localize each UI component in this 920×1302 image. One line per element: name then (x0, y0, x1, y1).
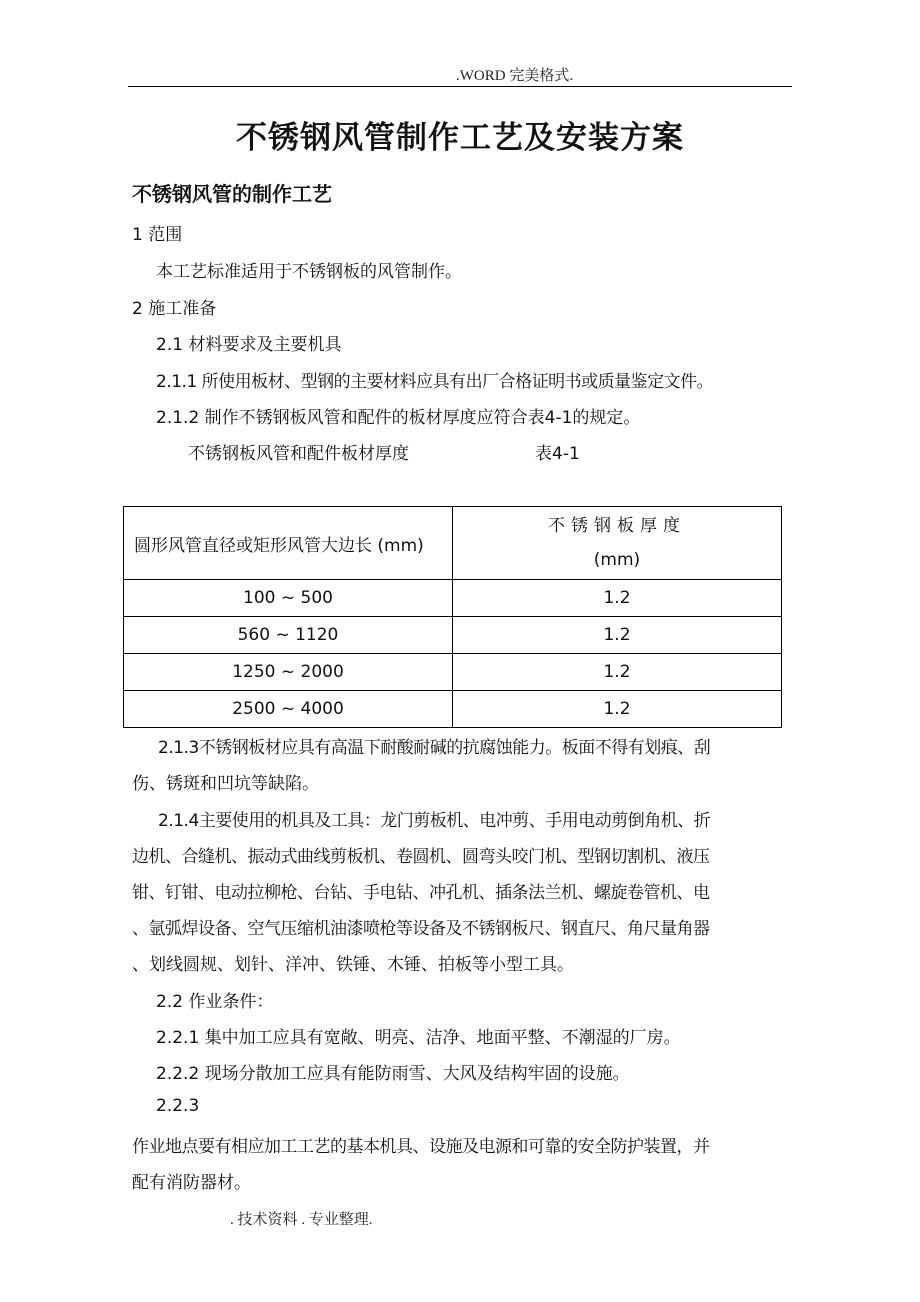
table-cell-thickness: 1.2 (453, 654, 782, 691)
table-header-thickness (453, 507, 782, 580)
paragraph-2-2-3-line-2: 配有消防器材。 (132, 1173, 251, 1193)
table-header-diameter: 圆形风管直径或矩形风管大边长 (mm) (124, 507, 453, 580)
paragraph-2-1-4-line-3: 钳、钉钳、电动拉柳枪、台钻、手电钻、冲孔机、插条法兰机、螺旋卷管机、电 (132, 883, 710, 903)
table-row (124, 691, 782, 728)
section-2-2-heading: 2.2 作业条件： (156, 992, 274, 1012)
section-2-2-2: 2.2.2 现场分散加工应具有能防雨雪、大风及结构牢固的设施。 (156, 1064, 630, 1084)
table-header-thickness-label: 不锈钢板厚度 (548, 516, 686, 536)
paragraph-2-1-3-line-2: 伤、锈斑和凹坑等缺陷。 (132, 774, 319, 794)
table-cell-range: 560 ~ 1120 (124, 617, 453, 654)
paragraph-2-1-3-line-1: 2.1.3不锈钢板材应具有高温下耐酸耐碱的抗腐蚀能力。板面不得有划痕、刮 (158, 738, 711, 758)
paragraph-2-1-4-line-1: 2.1.4主要使用的机具及工具：龙门剪板机、电冲剪、手用电动剪倒角机、折 (158, 811, 711, 831)
section-2-2-3: 2.2.3 (156, 1096, 200, 1116)
section-1-heading: 1 范围 (132, 225, 183, 245)
paragraph-2-1-4-line-2: 边机、合缝机、振动式曲线剪板机、卷圆机、圆弯头咬门机、型钢切割机、液压 (132, 847, 710, 867)
section-2-1-heading: 2.1 材料要求及主要机具 (156, 335, 342, 355)
table-caption: 不锈钢板风管和配件板材厚度 (188, 444, 409, 464)
section-2-2-1: 2.2.1 集中加工应具有宽敞、明亮、洁净、地面平整、不潮湿的厂房。 (156, 1028, 681, 1048)
table-cell-range: 1250 ~ 2000 (124, 654, 453, 691)
thickness-table (123, 506, 782, 728)
table-header-thickness-unit: (mm) (593, 550, 641, 570)
table-cell-thickness: 1.2 (453, 617, 782, 654)
paragraph-2-1-4-line-5: 、划线圆规、划针、洋冲、铁锤、木锤、拍板等小型工具。 (132, 955, 574, 975)
table-number: 表4-1 (535, 444, 580, 464)
section-subtitle: 不锈钢风管的制作工艺 (132, 182, 332, 206)
table-row (124, 580, 782, 617)
table-cell-range: 100 ~ 500 (124, 580, 453, 617)
page-header: .WORD 完美格式. (456, 68, 574, 84)
table-row (124, 617, 782, 654)
section-2-1-2: 2.1.2 制作不锈钢板风管和配件的板材厚度应符合表4-1的规定。 (156, 408, 641, 428)
table-row (124, 654, 782, 691)
paragraph-2-2-3-line-1: 作业地点要有相应加工工艺的基本机具、设施及电源和可靠的安全防护装置，并 (132, 1137, 710, 1157)
table-cell-thickness: 1.2 (453, 580, 782, 617)
header-divider (128, 86, 792, 87)
section-1-body: 本工艺标准适用于不锈钢板的风管制作。 (156, 262, 462, 282)
document-title: 不锈钢风管制作工艺及安装方案 (236, 120, 684, 156)
table-cell-range: 2500 ~ 4000 (124, 691, 453, 728)
page-footer: . 技术资料 . 专业整理. (230, 1212, 373, 1228)
paragraph-2-1-4-line-4: 、氩弧焊设备、空气压缩机油漆喷枪等设备及不锈钢板尺、钢直尺、角尺量角器 (132, 919, 710, 939)
table-cell-thickness: 1.2 (453, 691, 782, 728)
section-2-1-1: 2.1.1 所使用板材、型钢的主要材料应具有出厂合格证明书或质量鉴定文件。 (156, 372, 714, 392)
section-2-heading: 2 施工准备 (132, 299, 217, 319)
table-header-row (124, 507, 782, 580)
